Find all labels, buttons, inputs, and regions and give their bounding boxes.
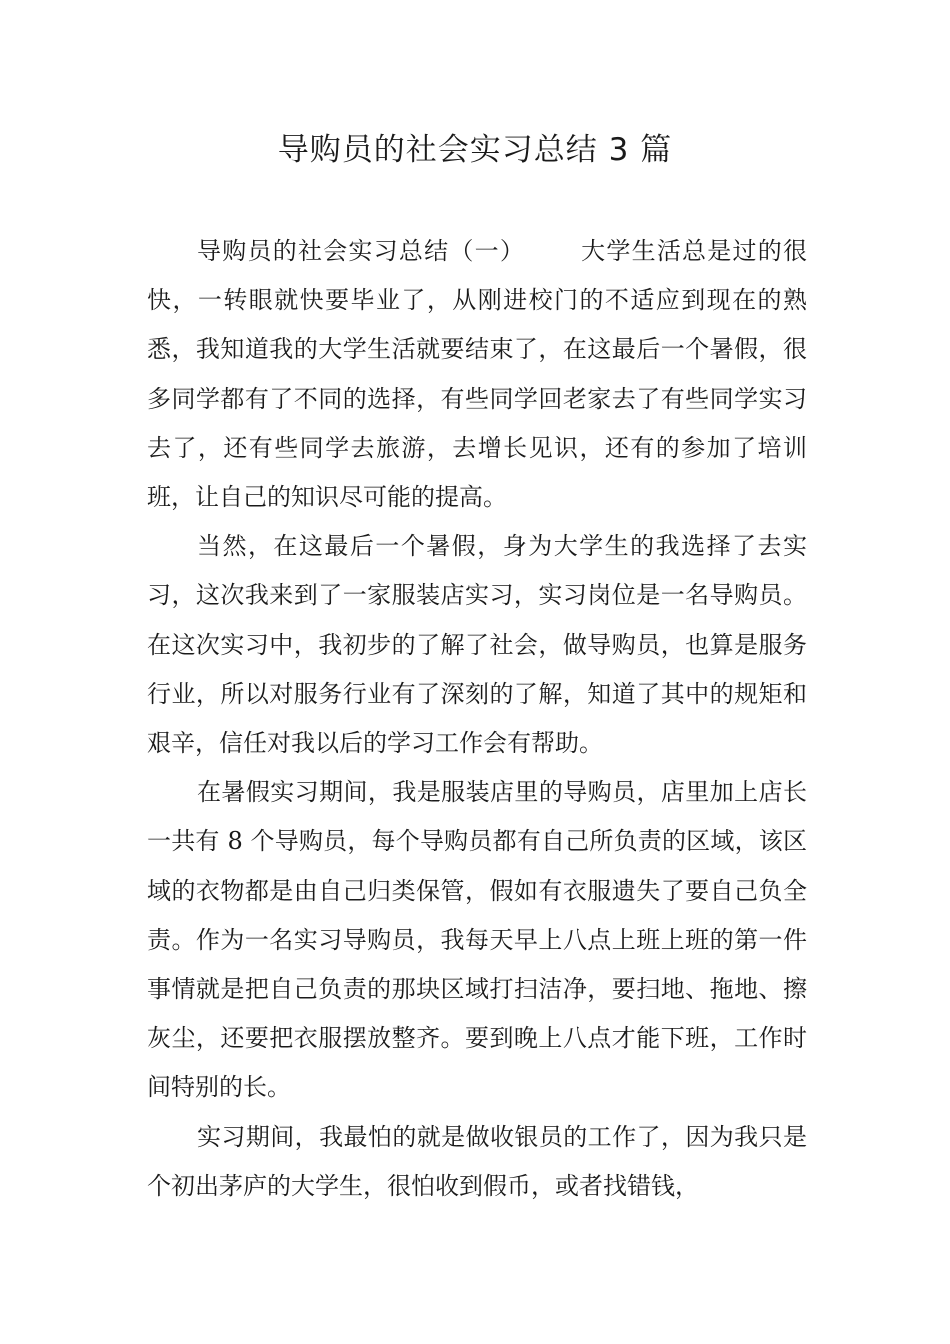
section-heading: 导购员的社会实习总结（一） <box>197 237 526 265</box>
paragraph-2: 当然，在这最后一个暑假，身为大学生的我选择了去实习，这次我来到了一家服装店实习，实习岗位是一名导购员。在这次实习中，我初步的了解了社会，做导购员，也算是服务行业，所以对服务行业有了深刻的了解，知道了其中的规矩和艰辛，信任对我以后的学习工作会有帮助。 <box>147 532 807 758</box>
document-body <box>147 227 807 1211</box>
paragraph-3: 在暑假实习期间，我是服装店里的导购员，店里加上店长一共有 8 个导购员，每个导购员都有自己所负责的区域，该区域的衣物都是由自己归类保管，假如有衣服遗失了要自己负全责。作为一名实习导购员，我每天早上八点上班上班的第一件事情就是把自己负责的那块区域打扫洁净，要扫地、拖地、擦灰尘，还要把衣服摆放整齐。要到晚上八点才能下班，工作时间特别的长。 <box>147 778 807 1102</box>
paragraph-1 <box>147 227 807 522</box>
document-title: 导购员的社会实习总结 3 篇 <box>277 132 673 168</box>
paragraph-4: 实习期间，我最怕的就是做收银员的工作了，因为我只是个初出茅庐的大学生，很怕收到假币，或者找错钱， <box>147 1122 807 1200</box>
paragraph-1-text: 大学生活总是过的很快，一转眼就快要毕业了，从刚进校门的不适应到现在的熟悉，我知道我的大学生活就要结束了，在这最后一个暑假，很多同学都有了不同的选择，有些同学回老家去了有些同学实习去了，还有些同学去旅游，去增长见识，还有的参加了培训班，让自己的知识尽可能的提高。 <box>147 237 808 512</box>
